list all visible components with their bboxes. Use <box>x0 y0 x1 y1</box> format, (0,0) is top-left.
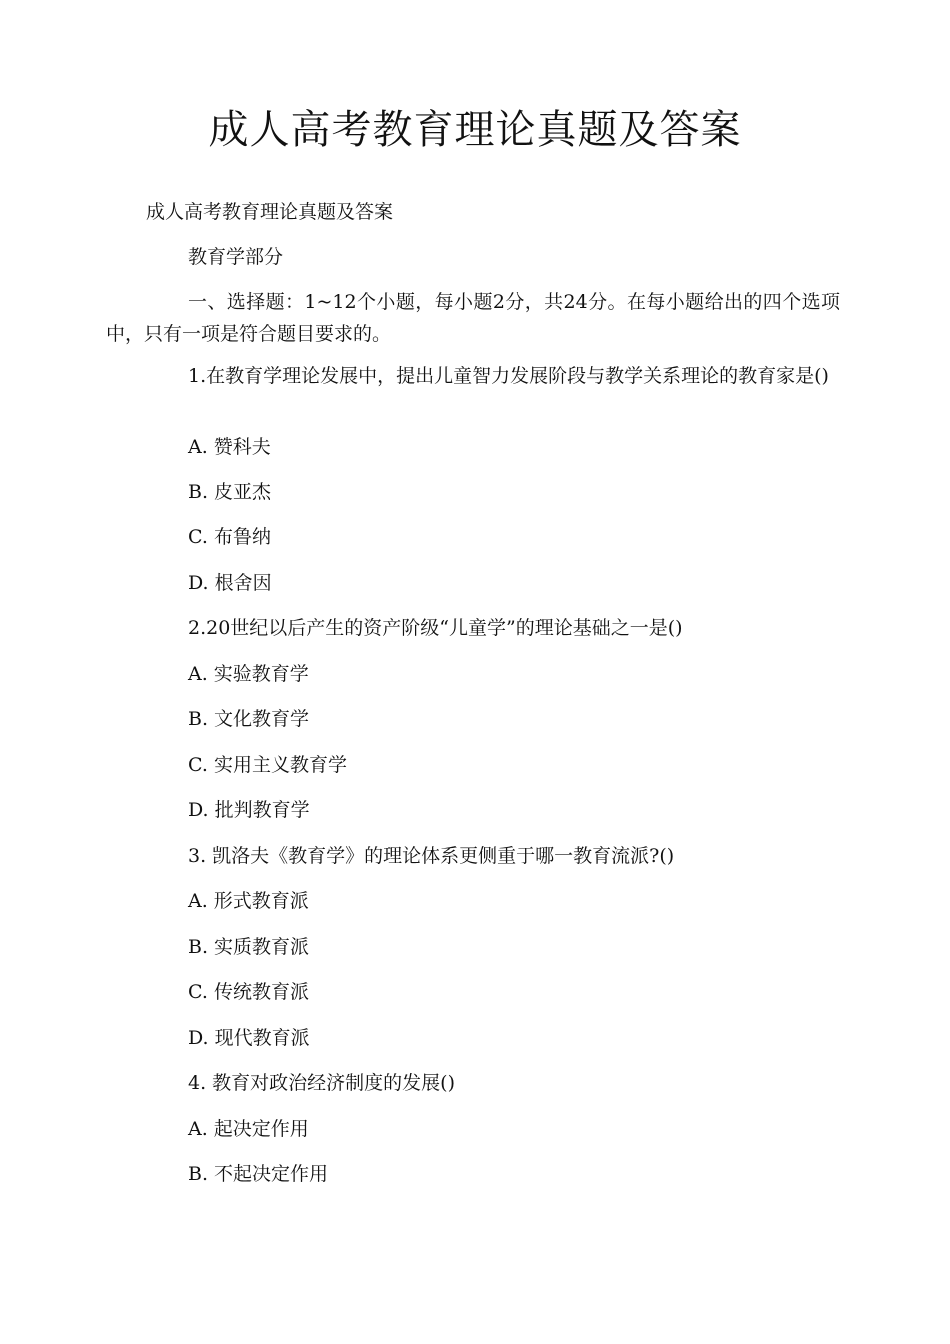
question-4-option-b: B. 不起决定作用 <box>188 1163 329 1185</box>
instructions-paragraph: 一、选择题：1~12个小题，每小题2分，共24分。在每小题给出的四个选项中，只有一项是符合题目要求的。 <box>106 291 840 345</box>
question-3-option-b: B. 实质教育派 <box>188 936 310 958</box>
document-subtitle: 成人高考教育理论真题及答案 <box>146 201 394 223</box>
question-2-stem: 2.20世纪以后产生的资产阶级“儿童学”的理论基础之一是() <box>188 617 683 639</box>
question-3-option-c: C. 传统教育派 <box>188 981 309 1003</box>
question-1-option-a: A. 赞科夫 <box>188 436 271 458</box>
question-3-stem: 3. 凯洛夫《教育学》的理论体系更侧重于哪一教育流派?() <box>188 845 675 867</box>
question-3-option-d: D. 现代教育派 <box>188 1027 310 1049</box>
question-4-option-a: A. 起决定作用 <box>188 1118 309 1140</box>
question-2-option-b: B. 文化教育学 <box>188 708 310 730</box>
question-1-option-d: D. 根舍因 <box>188 572 272 594</box>
question-1-stem: 1.在教育学理论发展中，提出儿童智力发展阶段与教学关系理论的教育家是() <box>188 365 829 387</box>
question-2-option-c: C. 实用主义教育学 <box>188 754 347 776</box>
question-3-option-a: A. 形式教育派 <box>188 890 309 912</box>
question-1-option-c: C. 布鲁纳 <box>188 526 271 548</box>
question-2-option-d: D. 批判教育学 <box>188 799 310 821</box>
question-2-option-a: A. 实验教育学 <box>188 663 309 685</box>
question-4-stem: 4. 教育对政治经济制度的发展() <box>188 1072 455 1094</box>
question-1-option-b: B. 皮亚杰 <box>188 481 272 503</box>
document-title: 成人高考教育理论真题及答案 <box>208 107 742 153</box>
section-heading: 教育学部分 <box>188 246 284 268</box>
